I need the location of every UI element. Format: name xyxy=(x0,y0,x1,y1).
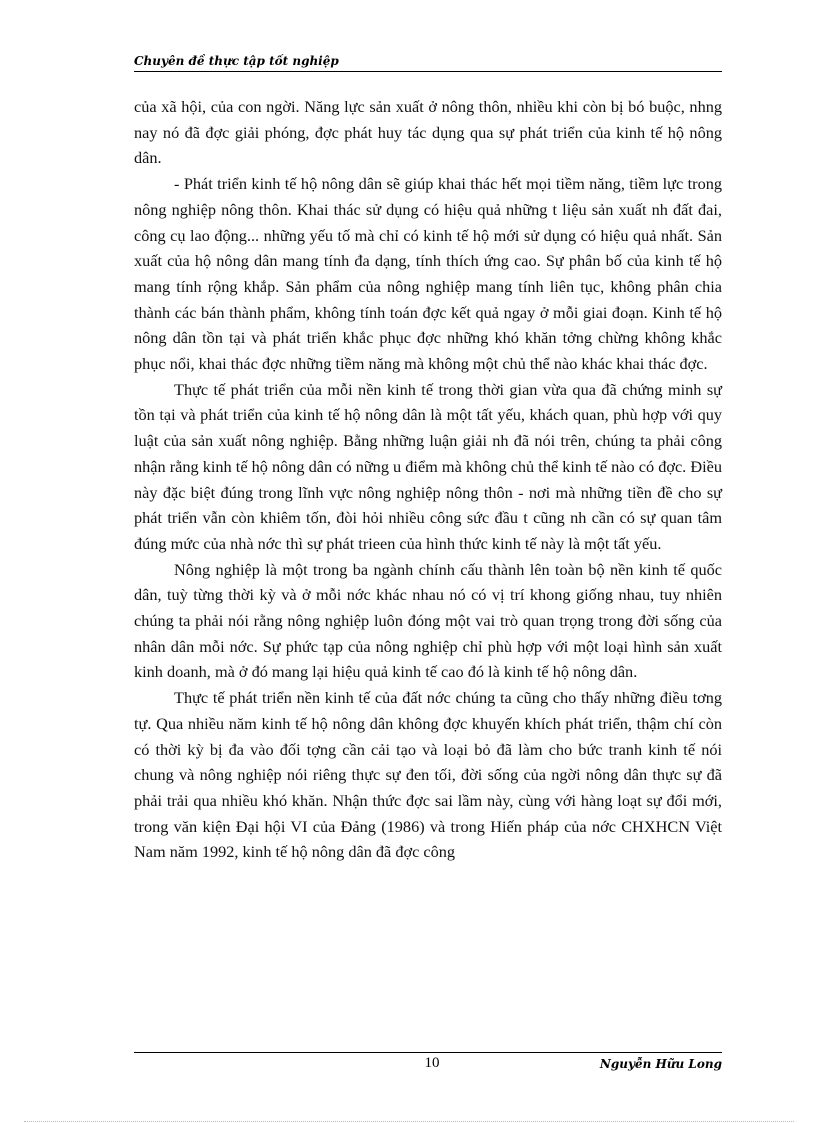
page-edge-divider xyxy=(24,1121,794,1122)
paragraph: Thực tế phát triển của mỗi nền kinh tế trong thời gian vừa qua đã chứng minh sự tồn tại và phát triển của kinh tế hộ nông dân là một tất yếu, khách quan, phù hợp với quy luật của sản xuất nông nghiệp. Bằng những luận giải nh đã nói trên, chúng ta phải công nhận rằng kinh tế hộ nông dân có nững u điểm mà không chủ thể kinh tế nào có đợc. Điều này đặc biệt đúng trong lĩnh vực nông nghiệp nông thôn - nơi mà những tiền đề cho sự phát triển vẫn còn khiêm tốn, đòi hỏi nhiều công sức đầu t cũng nh cần có sự quan tâm đúng mức của nhà nớc thì sự phát trieen của hình thức kinh tế này là một tất yếu. xyxy=(134,379,722,553)
footer-author: Nguyễn Hữu Long xyxy=(599,1057,722,1071)
footer-divider xyxy=(134,1052,722,1053)
paragraph: - Phát triển kinh tế hộ nông dân sẽ giúp khai thác hết mọi tiềm năng, tiềm lực trong nông nghiệp nông thôn. Khai thác sử dụng có hiệu quả những t liệu sản xuất nh đất đai, công cụ lao động... những yếu tố mà chỉ có kinh tế hộ mới sử dụng có hiệu quả nhất. Sản xuất của hộ nông dân mang tính đa dạng, tính thích ứng cao. Sự phân bố của kinh tế hộ mang tính rộng khắp. Sản phẩm của nông nghiệp mang tính liên tục, không phân chia thành các bán thành phẩm, không tính toán đợc kết quả ngay ở mỗi giai đoạn. Kinh tế hộ nông dân tồn tại và phát triển khắc phục đợc những khó khăn tởng chừng không khắc phục nổi, khai thác đợc những tiềm năng mà không một chủ thể nào khác khai thác đợc. xyxy=(134,174,722,374)
paragraph: Thực tế phát triển nền kinh tế của đất nớc chúng ta cũng cho thấy những điều tơng tự. Qua nhiều năm kinh tế hộ nông dân không đợc khuyến khích phát triển, thậm chí còn có thời kỳ bị đa vào đối tợng cần cải tạo và loại bỏ đã làm cho bức tranh kinh tế nói chung và nông nghiệp nói riêng thực sự đen tối, đời sống của ngời nông dân thực sự đã phải trải qua nhiều khó khăn. Nhận thức đợc sai lầm này, cùng với hàng loạt sự đổi mới, trong văn kiện Đại hội VI của Đảng (1986) và trong Hiến pháp của nớc CHXHCN Việt Nam năm 1992, kinh tế hộ nông dân đã đợc công xyxy=(134,688,722,862)
page-number: 10 xyxy=(424,1055,440,1071)
paragraph: Nông nghiệp là một trong ba ngành chính cấu thành lên toàn bộ nền kinh tế quốc dân, tuỳ từng thời kỳ và ở mỗi nớc khác nhau nó có vị trí khong giống nhau, tuy nhiên chúng ta phải nói rằng nông nghiệp luôn đóng một vai trò quan trọng trong đời sống của nhân dân mỗi nớc. Sự phức tạp của nông nghiệp chỉ phù hợp với một loại hình sản xuất kinh doanh, mà ở đó mang lại hiệu quả kinh tế cao đó là kinh tế hộ nông dân. xyxy=(134,559,722,682)
paragraph: của xã hội, của con ngời. Năng lực sản xuất ở nông thôn, nhiều khi còn bị bó buộc, nhng nay nó đã đợc giải phóng, đợc phát huy tác dụng qua sự phát triển của kinh tế hộ nông dân. xyxy=(134,97,722,168)
body-text xyxy=(134,94,722,865)
running-header: Chuyên đề thực tập tốt nghiệp xyxy=(134,52,722,72)
